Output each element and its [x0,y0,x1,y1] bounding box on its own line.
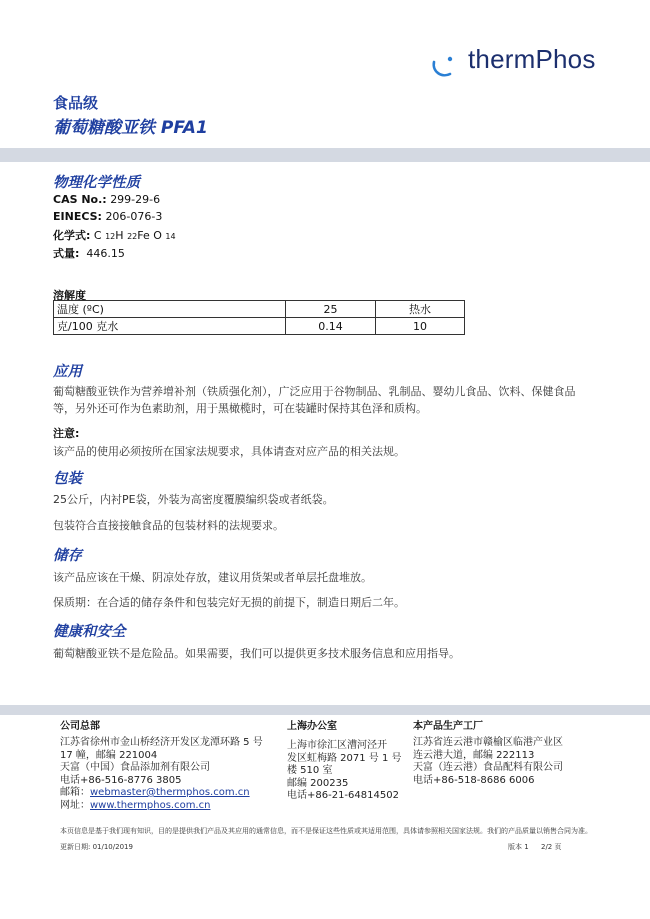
hq-address [60,737,290,812]
hq-web-row [60,800,290,813]
web-label: 网址： [60,799,90,811]
cas-value: 299-29-6 [110,193,161,206]
table-cell: 热水 [376,301,465,318]
hq-line: 17 幢，邮编 221004 [60,749,158,761]
application-heading: 应用 [53,364,82,380]
safety-heading: 健康和安全 [53,624,126,640]
table-row [54,318,465,335]
application-line-2: 等，另外还可作为色素助剂，用于黑橄榄时，可在装罐时保持其色泽和质构。 [53,402,427,415]
einecs-label: EINECS: [53,210,102,223]
properties-heading: 物理化学性质 [53,175,140,191]
factory-line: 电话+86-518-8686 6006 [413,774,535,786]
shanghai-line: 邮编 200235 [287,777,349,789]
einecs-value: 206-076-3 [105,210,163,223]
solubility-heading: 溶解度 [53,289,86,302]
shanghai-line: 发区虹梅路 2071 号 1 号 [287,752,402,764]
table-cell: 0.14 [286,318,376,335]
weight-label: 式量: [53,247,80,260]
solubility-table [53,300,465,335]
hq-heading: 公司总部 [60,721,100,732]
updated-date: 更新日期: 01/10/2019 [60,843,133,851]
storage-heading: 储存 [53,548,82,564]
product-category: 食品级 [53,94,99,112]
header-divider [0,148,650,162]
factory-heading: 本产品生产工厂 [413,721,483,732]
factory-address [413,737,613,787]
hq-line: 电话+86-516-8776 3805 [60,774,182,786]
website-link[interactable]: www.thermphos.com.cn [90,799,211,811]
email-link[interactable]: webmaster@thermphos.com.cn [90,787,250,798]
brand-name: thermPhos [468,44,596,74]
cas-label: CAS No.: [53,193,107,206]
table-cell: 温度 (ºC) [54,301,286,318]
table-cell: 25 [286,301,376,318]
shanghai-heading: 上海办公室 [287,721,337,732]
note-label: 注意: [53,427,80,440]
application-line-1: 葡萄糖酸亚铁作为营养增补剂（铁质强化剂），广泛应用于谷物制品、乳制品、婴幼儿食品、饮料、保健食品 [53,385,576,398]
email-label: 邮箱： [60,787,90,798]
weight-value: 446.15 [86,247,125,260]
shanghai-line: 上海市徐汇区漕河泾开 [287,740,387,751]
safety-line-1: 葡萄糖酸亚铁不是危险品。如果需要，我们可以提供更多技术服务信息和应用指导。 [53,647,460,660]
einecs-row [53,210,162,223]
shanghai-line: 电话+86-21-64814502 [287,790,399,801]
formula-row [53,227,176,243]
hq-email-row [60,787,290,800]
footer-divider [0,705,650,715]
weight-row [53,245,125,261]
version-label: 版本 1 [508,843,529,851]
storage-line-1: 该产品应该在干燥、阴凉处存放，建议用货架或者单层托盘堆放。 [53,571,372,584]
note-text: 该产品的使用必须按所在国家法规要求，具体请查对应产品的相关法规。 [53,445,405,458]
storage-line-2: 保质期：在合适的储存条件和包装完好无损的前提下，制造日期后二年。 [53,596,405,609]
packaging-heading: 包装 [53,471,82,487]
shanghai-address [287,740,407,803]
chemical-formula: C 12H 22Fe O 14 [93,229,176,242]
table-row [54,301,465,318]
product-title: 葡萄糖酸亚铁 PFA1 [53,118,208,138]
page-number: 2/2 页 [541,843,562,851]
packaging-line-1: 25公斤，内衬PE袋，外装为高密度覆膜编织袋或者纸袋。 [53,493,334,506]
disclaimer: 本页信息是基于我们现有知识，目的是提供我们产品及其应用的通常信息，而不是保证这些性质或其适用范围，具体请参照相关国家法规。我们的产品质量以销售合同为准。 [60,827,592,835]
factory-line: 连云港大道，邮编 222113 [413,749,535,761]
packaging-line-2: 包装符合直接接触食品的包装材料的法规要求。 [53,519,284,532]
hq-line: 江苏省徐州市金山桥经济开发区龙潭环路 5 号 [60,737,263,748]
formula-label: 化学式: [53,229,91,242]
factory-line: 天富（连云港）食品配料有限公司 [413,762,563,773]
shanghai-line: 楼 510 室 [287,765,333,776]
cas-row [53,193,160,206]
table-cell: 10 [376,318,465,335]
factory-line: 江苏省连云港市赣榆区临港产业区 [413,737,563,748]
table-cell: 克/100 克水 [54,318,286,335]
hq-line: 天富（中国）食品添加剂有限公司 [60,762,210,773]
